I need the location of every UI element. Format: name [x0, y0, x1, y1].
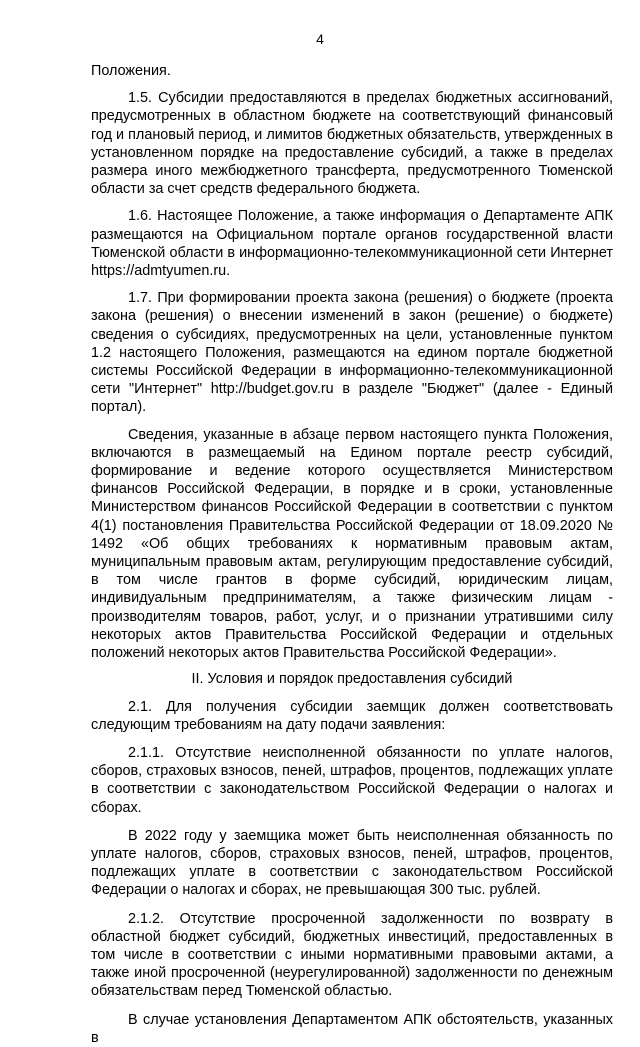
document-body: [91, 62, 613, 1047]
continued-text: Положения.: [91, 63, 171, 79]
paragraph-continued: В случае установления Департаментом АПК обстоятельств, указанных в: [91, 1011, 613, 1046]
paragraph-1-5: 1.5. Субсидии предоставляются в пределах бюджетных ассигнований, предусмотренных в областном бюджете на соответствующий финансовый год и плановый период, и лимитов бюджетных обязательств, утвержденных в установленном порядке на предоставление субсидий, а также в пределах размера иного межбюджетного трансферта, предусмотренного Тюменской области за счет средств федерального бюджета.: [91, 90, 613, 198]
paragraph-1-7: 1.7. При формировании проекта закона (решения) о бюджете (проекта закона (решения) о внесении изменений в закон (решение) о бюджете) сведения о субсидиях, предусмотренных на цели, установленные пунктом 1.2 настоящего Положения, размещаются на едином портале бюджетной системы Российской Федерации в информационно-телекоммуникационной сети "Интернет" http://budget.gov.ru в разделе "Бюджет" (далее - Единый портал).: [91, 290, 613, 416]
paragraph-2022-exception: В 2022 году у заемщика может быть неисполненная обязанность по уплате налогов, сборов, страховых взносов, пеней, штрафов, процентов, подлежащих уплате в соответствии с законодательством Российской Федерации о налогах и сборах, не превышающая 300 тыс. рублей.: [91, 827, 613, 899]
paragraph-1-6: 1.6. Настоящее Положение, а также информация о Департаменте АПК размещаются на Официальном портале органов государственной власти Тюменской области в информационно-телекоммуникационной сети Интернет https://admtyumen.ru.: [91, 208, 613, 280]
paragraph-2-1-2: 2.1.2. Отсутствие просроченной задолженности по возврату в областной бюджет субсидий, бюджетных инвестиций, предоставленных в том числе в соответствии с иными нормативными правовыми актами, а также иной просроченной (неурегулированной) задолженности по денежным обязательствам перед Тюменской областью.: [91, 910, 613, 1000]
section-heading: II. Условия и порядок предоставления субсидий: [191, 671, 513, 688]
paragraph-2-1-1: 2.1.1. Отсутствие неисполненной обязанности по уплате налогов, сборов, страховых взносов, пеней, штрафов, процентов, подлежащих уплате в соответствии с законодательством Российской Федерации о налогах и сборах.: [91, 744, 613, 816]
paragraph-2-1: 2.1. Для получения субсидии заемщик должен соответствовать следующим требованиям на дату подачи заявления:: [91, 698, 613, 733]
page-number: 4: [316, 31, 324, 47]
paragraph-1-7-details: Сведения, указанные в абзаце первом настоящего пункта Положения, включаются в размещаемый на Едином портале реестр субсидий, формирование и ведение которого осуществляется Министерством финансов Российской Федерации, в порядке и в сроки, установленные Министерством финансов Российской Федерации в соответствии с пунктом 4(1) постановления Правительства Российской Федерации от 18.09.2020 № 1492 «Об общих требованиях к нормативным правовым актам, муниципальным правовым актам, регулирующим предоставление субсидий, в том числе грантов в форме субсидий, юридическим лицам, индивидуальным предпринимателям, а также физическим лицам - производителям товаров, работ, услуг, и о признании утратившими силу некоторых актов Правительства Российской Федерации и отдельных положений некоторых актов Правительства Российской Федерации».: [91, 426, 613, 662]
